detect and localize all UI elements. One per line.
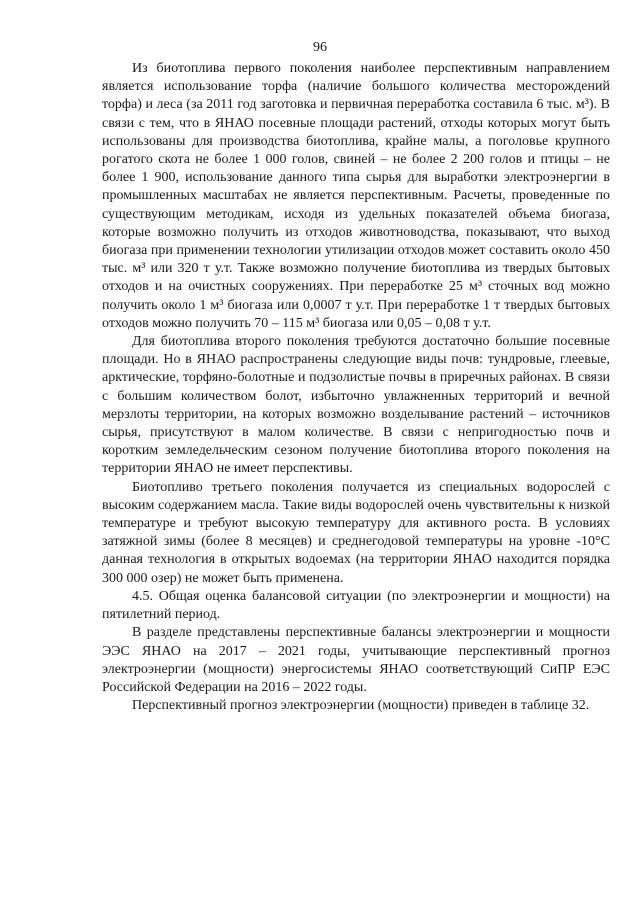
section-heading-4-5: 4.5. Общая оценка балансовой ситуации (по электроэнергии и мощности) на пятилетний период. [102, 588, 610, 623]
body-text [102, 60, 610, 715]
paragraph-first-generation-biofuel: Из биотоплива первого поколения наиболее перспективным направлением является использование торфа (наличие большого количества месторождений торфа) и леса (за 2011 год заготовка и первичная переработка составила 6 тыс. м³). В связи с тем, что в ЯНАО посевные площади растений, отходы которых могут быть использованы для производства биотоплива, крайне малы, а поголовье крупного рогатого скота не более 1 000 голов, свиней – не более 2 200 голов и птицы – не более 1 900, использование данного типа сырья для выработки электроэнергии в промышленных масштабах не является перспективным. Расчеты, проведенные по существующим методикам, исходя из удельных показателей объема биогаза, которые возможно получить из отходов животноводства, показывают, что выход биогаза при применении технологии утилизации отходов может составить около 450 тыс. м³ или 320 т у.т. Также возможно получение биотоплива из твердых бытовых отходов и на очистных сооружениях. При переработке 25 м³ сточных вод можно получить около 1 м³ биогаза или 0,0007 т у.т. При переработке 1 т твердых бытовых отходов можно получить 70 – 115 м³ биогаза или 0,05 – 0,08 т у.т. [102, 61, 610, 331]
paragraph-table-reference: Перспективный прогноз электроэнергии (мощности) приведен в таблице 32. [132, 698, 590, 714]
page-number: 96 [313, 40, 327, 55]
paragraph-third-generation-biofuel: Биотопливо третьего поколения получается из специальных водорослей с высоким содержанием масла. Такие виды водорослей очень чувствительны к низкой температуре и требуют высокую температуру для активного роста. В условиях затяжной зимы (более 8 месяцев) и среднегодовой температуры на уровне -10°C данная технология в открытых водоемах (на территории ЯНАО находится порядка 300 000 озер) не может быть применена. [102, 479, 610, 586]
paragraph-balance-overview: В разделе представлены перспективные балансы электроэнергии и мощности ЭЭС ЯНАО на 2017 – 2021 годы, учитывающие перспективный прогноз электроэнергии (мощности) энергосистемы ЯНАО соответствующий СиПР ЕЭС Российской Федерации на 2016 – 2022 годы. [102, 625, 610, 695]
paragraph-second-generation-biofuel: Для биотоплива второго поколения требуются достаточно большие посевные площади. Но в ЯНАО распространены следующие виды почв: тундровые, глеевые, арктические, торфяно-болотные и подзолистые почвы в приречных районах. В связи с большим количеством болот, избыточно увлажненных территорий и вечной мерзлоты территории, на которых возможно возделывание растений – источников сырья, присутствуют в малом количестве. В связи с непригодностью почв и коротким земледельческим сезоном получение биотоплива второго поколения на территории ЯНАО не имеет перспективы. [102, 334, 610, 477]
